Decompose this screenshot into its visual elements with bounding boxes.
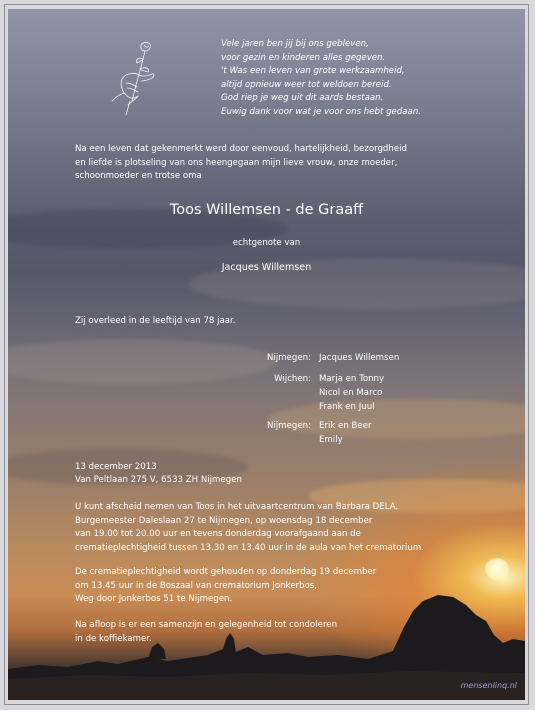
closing-line: Na afloop is er een samenzijn en gelegenheid tot condoleren <box>75 620 338 630</box>
family-place: Wijchen: <box>274 374 311 384</box>
intro-line: Na een leven dat gekenmerkt werd door eenvoud, hartelijkheid, bezorgdheid <box>75 144 407 154</box>
family-name: Erik en Beer <box>319 421 372 431</box>
ceremony-line: De crematieplechtigheid wordt gehouden op donderdag 19 december <box>75 567 377 577</box>
farewell-line: Burgemeester Daleslaan 27 te Nijmegen, op woensdag 18 december <box>75 515 373 526</box>
family-place: Nijmegen: <box>267 421 311 431</box>
ceremony-line: om 13.45 uur in de Boszaal van crematorium Jonkerbos, <box>75 580 317 591</box>
obituary-card <box>8 9 525 700</box>
closing-line: in de koffiekamer. <box>75 633 152 644</box>
family-place: Nijmegen: <box>267 353 311 363</box>
farewell-line: U kunt afscheid nemen van Toos in het uitvaartcentrum van Barbara DELA, <box>75 502 399 512</box>
family-name: Marja en Tonny <box>319 374 385 384</box>
spouse-label: echtgenote van <box>232 238 301 248</box>
date-line: 13 december 2013 <box>75 462 157 472</box>
family-name: Frank en Juul <box>319 402 375 412</box>
poem-line: God riep je weg uit dit aards bestaan. <box>221 93 384 104</box>
poem-line: voor gezin en kinderen alles gegeven. <box>221 52 386 63</box>
poem-line: 't Was een leven van grote werkzaamheid, <box>221 66 405 77</box>
poem-line: Euwig dank voor wat je voor ons hebt gedaan. <box>221 106 422 117</box>
family-name: Jacques Willemsen <box>319 353 400 363</box>
farewell-paragraph <box>75 501 424 555</box>
spouse-name: Jacques Willemsen <box>221 262 312 273</box>
farewell-line: van 19.00 tot 20.00 uur en tevens donderdag voorafgaand aan de <box>75 529 361 540</box>
deceased-name: Toos Willemsen - de Graaff <box>169 202 364 218</box>
watermark: mensenlinq.nl <box>460 681 517 690</box>
address-line: Van Peltlaan 275 V, 6533 ZH Nijmegen <box>75 475 242 485</box>
poem-line: Vele jaren ben jij bij ons gebleven, <box>221 39 369 49</box>
poem-line: altijd opnieuw weer tot weldoen bereid. <box>221 79 392 90</box>
rose-in-hand-icon <box>108 39 172 117</box>
cloud <box>268 399 525 439</box>
intro-line: schoonmoeder en trotse oma <box>75 171 202 182</box>
intro-text <box>75 143 407 184</box>
family-name: Emily <box>319 435 343 445</box>
tree-silhouette <box>8 569 525 700</box>
family-name: Nicol en Marco <box>319 388 383 398</box>
intro-line: en liefde is plotseling van ons heengegaan mijn lieve vrouw, onze moeder, <box>75 157 398 168</box>
farewell-line: crematieplechtigheid tussen 13.30 en 13.40 uur in de aula van het crematorium. <box>75 542 424 553</box>
ceremony-line: Weg door Jonkerbos 51 te Nijmegen. <box>75 594 233 605</box>
age-line: Zij overleed in de leeftijd van 78 jaar. <box>75 316 236 326</box>
poem <box>221 38 421 120</box>
